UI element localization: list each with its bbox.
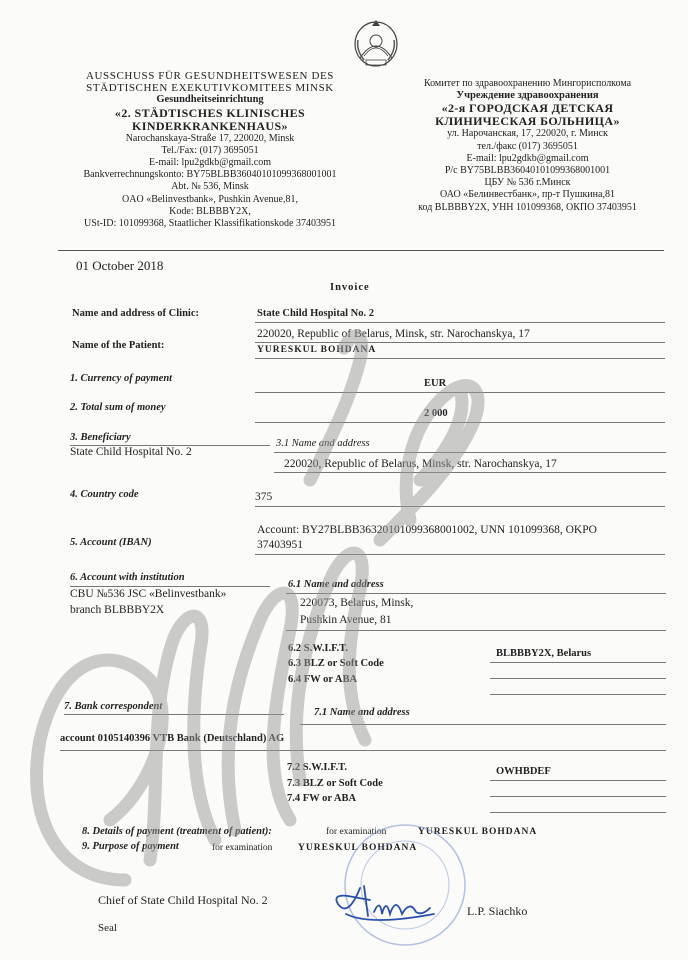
clinic-name: State Child Hospital No. 2 <box>257 308 374 319</box>
country-code-label: 4. Country code <box>70 489 139 500</box>
clinic-address: 220020, Republic of Belarus, Minsk, str. Narochanskya, 17 <box>257 328 530 340</box>
code-ru: код BLBBBY2X, УНН 101099368, ОКПО 37403951 <box>418 201 637 213</box>
institution-type-de: Gesundheitseinrichtung <box>156 94 264 106</box>
currency-label: 1. Currency of payment <box>70 373 173 384</box>
correspondent-sub-label: 7.1 Name and address <box>314 707 410 718</box>
total-label: 2. Total sum of money <box>70 402 166 413</box>
institution-type-ru: Учреждение здравоохранения <box>456 90 599 102</box>
account-line-1: Account: BY27BLBB36320101099368001002, UNN 101099368, OKPO <box>257 524 597 536</box>
details-label: 8. Details of payment (treatment of patient): <box>82 826 272 837</box>
beneficiary-address: 220020, Republic of Belarus, Minsk, str. Narochanskya, 17 <box>284 458 557 470</box>
correspondent-account: account 0105140396 VTB Bank (Deutschland) AG <box>60 733 285 744</box>
swift-label-6: 6.2 S.W.I.F.T. <box>288 643 349 654</box>
swift-value-7: OWHBDEF <box>496 766 551 777</box>
branch-ru: ЦБУ № 536 г.Минск <box>484 177 571 189</box>
bank-account-de: Bankverrechnungskonto: BY75BLBB36040101099368001001 <box>83 169 337 181</box>
fw-label-6: 6.4 FW or ABA <box>288 674 358 685</box>
details-text: for examination <box>326 827 387 837</box>
bank-ru: ОАО «Белинвестбанк», пр-т Пушкина,81 <box>440 189 615 201</box>
institution-line-1: CBU №536 JSC «Belinvestbank» <box>70 588 227 600</box>
signatory-title: Chief of State Child Hospital No. 2 <box>98 893 268 907</box>
hospital-name-de-2: KINDERKRANKENHAUS» <box>132 118 288 133</box>
beneficiary-name: State Child Hospital No. 2 <box>70 446 192 458</box>
currency-value: EUR <box>424 378 447 389</box>
address-ru: ул. Нарочанская, 17, 220020, г. Минск <box>447 128 608 140</box>
bank-de: OAO «Belinvestbank», Pushkin Avenue,81, <box>122 193 298 205</box>
seal-label: Seal <box>98 922 117 934</box>
correspondent-label: 7. Bank correspondent <box>64 701 163 712</box>
hospital-name-de-1: «2. STÄDTISCHES KLINISCHES <box>114 105 306 120</box>
institution-sub-label: 6.1 Name and address <box>288 579 384 590</box>
invoice-title: Invoice <box>330 282 370 293</box>
code-de: Kode: BLBBBY2X, <box>169 205 251 217</box>
email-ru: E-mail: lpu2gdkb@gmail.com <box>466 152 589 164</box>
institution-label: 6. Account with institution <box>70 572 185 583</box>
blz-label-6: 6.3 BLZ or Soft Code <box>288 658 384 669</box>
hospital-name-ru-1: «2-я ГОРОДСКАЯ ДЕТСКАЯ <box>441 101 614 116</box>
details-name: YURESKUL BOHDANA <box>418 827 538 837</box>
hospital-name-ru-2: КЛИНИЧЕСКАЯ БОЛЬНИЦА» <box>435 114 620 129</box>
phone-ru: тел./факс (017) 3695051 <box>477 140 578 152</box>
account-line-2: 37403951 <box>257 539 303 551</box>
committee-de-1: AUSSCHUSS FÜR GESUNDHEITSWESEN DES <box>85 70 335 82</box>
fw-label-7: 7.4 FW or ABA <box>287 793 357 804</box>
institution-addr-1: 220073, Belarus, Minsk, <box>300 597 414 609</box>
signatory-name: L.P. Siachko <box>467 904 528 918</box>
beneficiary-label: 3. Beneficiary <box>70 432 131 443</box>
swift-value-6: BLBBBY2X, Belarus <box>496 648 592 659</box>
purpose-name: YURESKUL BOHDANA <box>298 843 418 853</box>
purpose-text: for examination <box>212 843 273 853</box>
beneficiary-sub-label: 3.1 Name and address <box>276 438 370 449</box>
country-code-value: 375 <box>255 491 273 503</box>
purpose-label: 9. Purpose of payment <box>82 841 179 852</box>
clinic-label: Name and address of Clinic: <box>72 308 199 319</box>
invoice-date: 01 October 2018 <box>76 258 164 273</box>
blz-label-7: 7.3 BLZ or Soft Code <box>287 778 383 789</box>
patient-name: YURESKUL BOHDANA <box>257 345 377 355</box>
institution-line-2: branch BLBBBY2X <box>70 604 165 616</box>
address-de: Narochanskaya-Straße 17, 220020, Minsk <box>125 132 295 144</box>
swift-label-7: 7.2 S.W.I.F.T. <box>287 762 348 773</box>
branch-de: Abt. № 536, Minsk <box>171 181 249 193</box>
patient-label: Name of the Patient: <box>72 340 165 351</box>
committee-de-2: STÄDTISCHEN EXEKUTIVKOMITEES MINSK <box>86 82 334 95</box>
bank-account-ru: Р/с BY75BLBB36040101099368001001 <box>444 165 611 177</box>
total-value: 2 000 <box>424 408 448 419</box>
email-de: E-mail: lpu2gdkb@gmail.com <box>149 157 271 169</box>
institution-addr-2: Pushkin Avenue, 81 <box>300 614 392 626</box>
committee-ru: Комитет по здравоохранению Мингорисполкома <box>423 78 632 89</box>
account-label: 5. Account (IBAN) <box>70 537 152 548</box>
phone-de: Tel./Fax: (017) 3695051 <box>161 144 259 156</box>
tax-id-de: USt-ID: 101099368, Staatlicher Klassifikationskode 37403951 <box>84 218 336 230</box>
